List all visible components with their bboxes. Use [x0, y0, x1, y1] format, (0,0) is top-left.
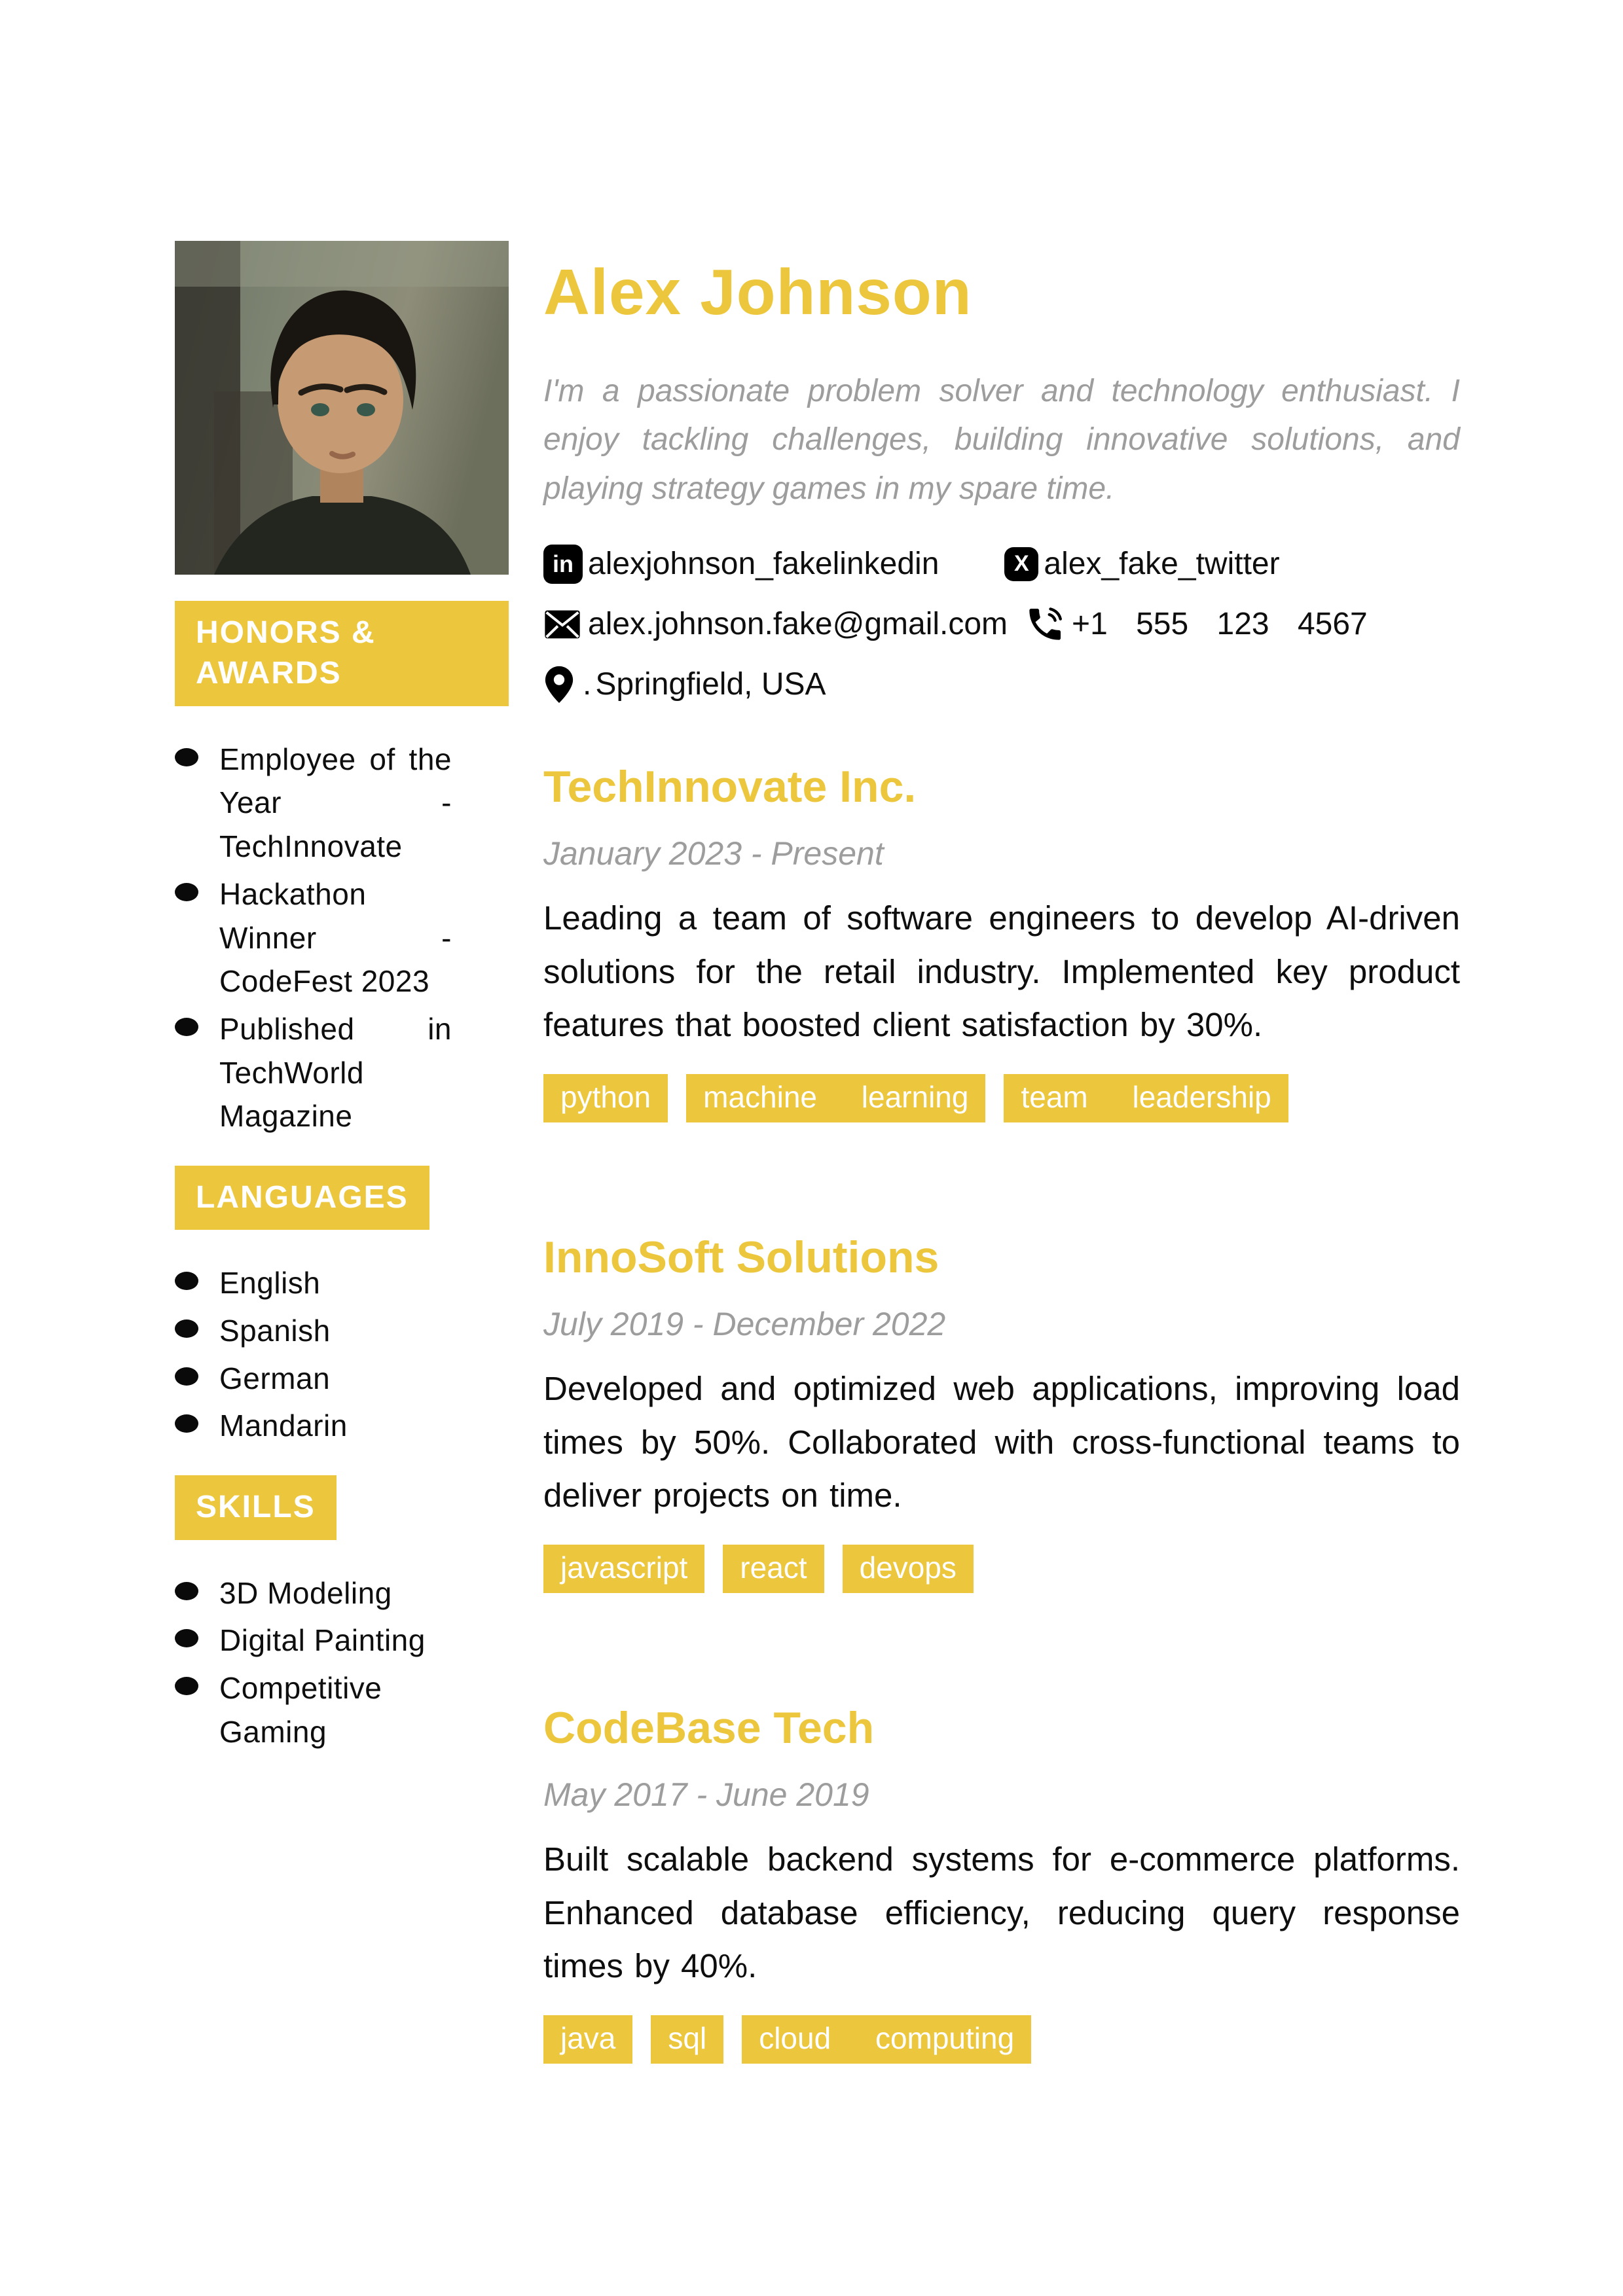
- languages-heading: LANGUAGES: [175, 1166, 429, 1230]
- email-icon: [543, 608, 581, 641]
- skill-item-text: Digital Painting: [219, 1623, 426, 1658]
- contact-info: [543, 543, 1460, 706]
- bullet-icon: [175, 883, 198, 901]
- page-title: Alex Johnson: [543, 256, 972, 328]
- contact-row-email-phone: [543, 603, 1460, 645]
- language-item-text: German: [219, 1361, 331, 1395]
- twitter-handle: alex_fake_twitter: [1044, 547, 1280, 582]
- list-item: [175, 1571, 509, 1615]
- bullet-icon: [175, 1367, 198, 1386]
- bullet-icon: [175, 1677, 198, 1695]
- skill-item-text: Competitive Gaming: [219, 1670, 382, 1749]
- tag-list: [543, 1074, 1460, 1122]
- email-link[interactable]: [543, 606, 1008, 642]
- experience-entry: [543, 1232, 1460, 1593]
- skill-tag: devops: [843, 1545, 974, 1593]
- honors-item-text: Published in TechWorld Magazine: [219, 1011, 452, 1134]
- skill-tag: machine learning: [686, 1074, 985, 1122]
- company-name: TechInnovate Inc.: [543, 761, 917, 812]
- skill-tag: python: [543, 1074, 668, 1122]
- location-item: [543, 665, 826, 704]
- language-item-text: Mandarin: [219, 1408, 348, 1443]
- skill-tag: java: [543, 2015, 632, 2064]
- main-column: [543, 241, 1460, 2296]
- experience-entry: [543, 762, 1460, 1122]
- location-dot: .: [583, 667, 592, 702]
- company-name: CodeBase Tech: [543, 1702, 875, 1753]
- x-twitter-icon: X: [1004, 547, 1038, 581]
- location-pin-icon: [543, 665, 575, 704]
- list-item: [175, 1619, 509, 1662]
- language-item-text: English: [219, 1266, 321, 1300]
- skill-tag: sql: [651, 2015, 723, 2064]
- honors-item-text: Employee of the Year - TechInnovate: [219, 742, 452, 864]
- job-description: Leading a team of software engineers to develop AI-driven solutions for the retail industry. Implemented key product features that boosted client satisfaction by 30%.: [543, 899, 1460, 1044]
- job-description: Developed and optimized web applications, improving load times by 50%. Collaborated with cross-functional teams to deliver projects on time.: [543, 1370, 1460, 1515]
- language-item-text: Spanish: [219, 1314, 331, 1348]
- skill-tag: cloud computing: [742, 2015, 1031, 2064]
- bullet-icon: [175, 1629, 198, 1647]
- profile-photo: [175, 241, 509, 575]
- email-address: alex.johnson.fake@gmail.com: [588, 607, 1008, 642]
- job-description: Built scalable backend systems for e-commerce platforms. Enhanced database efficiency, reducing query response times by 40%.: [543, 1840, 1460, 1985]
- bio-text: I'm a passionate problem solver and technology enthusiast. I enjoy tackling challenges, building innovative solutions, and playing strategy games in my spare time.: [543, 373, 1460, 506]
- experience-list: [543, 762, 1460, 2064]
- list-item: [175, 1357, 509, 1401]
- honors-item-text: Hackathon Winner - CodeFest 2023: [219, 876, 452, 999]
- list-item: [175, 1309, 509, 1353]
- bullet-icon: [175, 1272, 198, 1290]
- list-item: [175, 872, 509, 1003]
- bullet-icon: [175, 1582, 198, 1600]
- skill-item-text: 3D Modeling: [219, 1575, 392, 1610]
- languages-section: [175, 1166, 509, 1448]
- contact-row-social: [543, 543, 1460, 585]
- honors-list: [175, 738, 509, 1138]
- twitter-link[interactable]: [1004, 546, 1279, 582]
- employment-period: January 2023 - Present: [543, 835, 884, 872]
- profile-photo-image: [175, 241, 509, 575]
- list-item: [175, 738, 509, 869]
- contact-row-location: [543, 664, 1460, 706]
- bullet-icon: [175, 748, 198, 766]
- bullet-icon: [175, 1414, 198, 1433]
- skill-tag: javascript: [543, 1545, 704, 1593]
- phone-link[interactable]: [1025, 604, 1368, 645]
- list-item: [175, 1261, 509, 1305]
- tag-list: [543, 1545, 1460, 1593]
- employment-period: July 2019 - December 2022: [543, 1306, 946, 1343]
- experience-entry: [543, 1703, 1460, 2064]
- honors-heading: HONORS & AWARDS: [175, 601, 509, 706]
- location-text: Springfield, USA: [595, 667, 826, 702]
- list-item: [175, 1666, 509, 1753]
- list-item: [175, 1404, 509, 1448]
- linkedin-link[interactable]: [543, 545, 939, 584]
- phone-number: +1 555 123 4567: [1072, 607, 1368, 642]
- sidebar: [175, 241, 509, 2296]
- tag-list: [543, 2015, 1460, 2064]
- skill-tag: react: [723, 1545, 824, 1593]
- languages-list: [175, 1261, 509, 1448]
- honors-section: [175, 601, 509, 1138]
- linkedin-handle: alexjohnson_fakelinkedin: [588, 547, 939, 582]
- linkedin-icon: in: [543, 545, 583, 584]
- list-item: [175, 1007, 509, 1138]
- skills-list: [175, 1571, 509, 1754]
- bullet-icon: [175, 1319, 198, 1338]
- bullet-icon: [175, 1018, 198, 1036]
- skills-heading: SKILLS: [175, 1475, 337, 1539]
- skill-tag: team leadership: [1004, 1074, 1288, 1122]
- phone-icon: [1025, 604, 1065, 645]
- company-name: InnoSoft Solutions: [543, 1232, 939, 1282]
- employment-period: May 2017 - June 2019: [543, 1776, 869, 1813]
- skills-section: [175, 1475, 509, 1753]
